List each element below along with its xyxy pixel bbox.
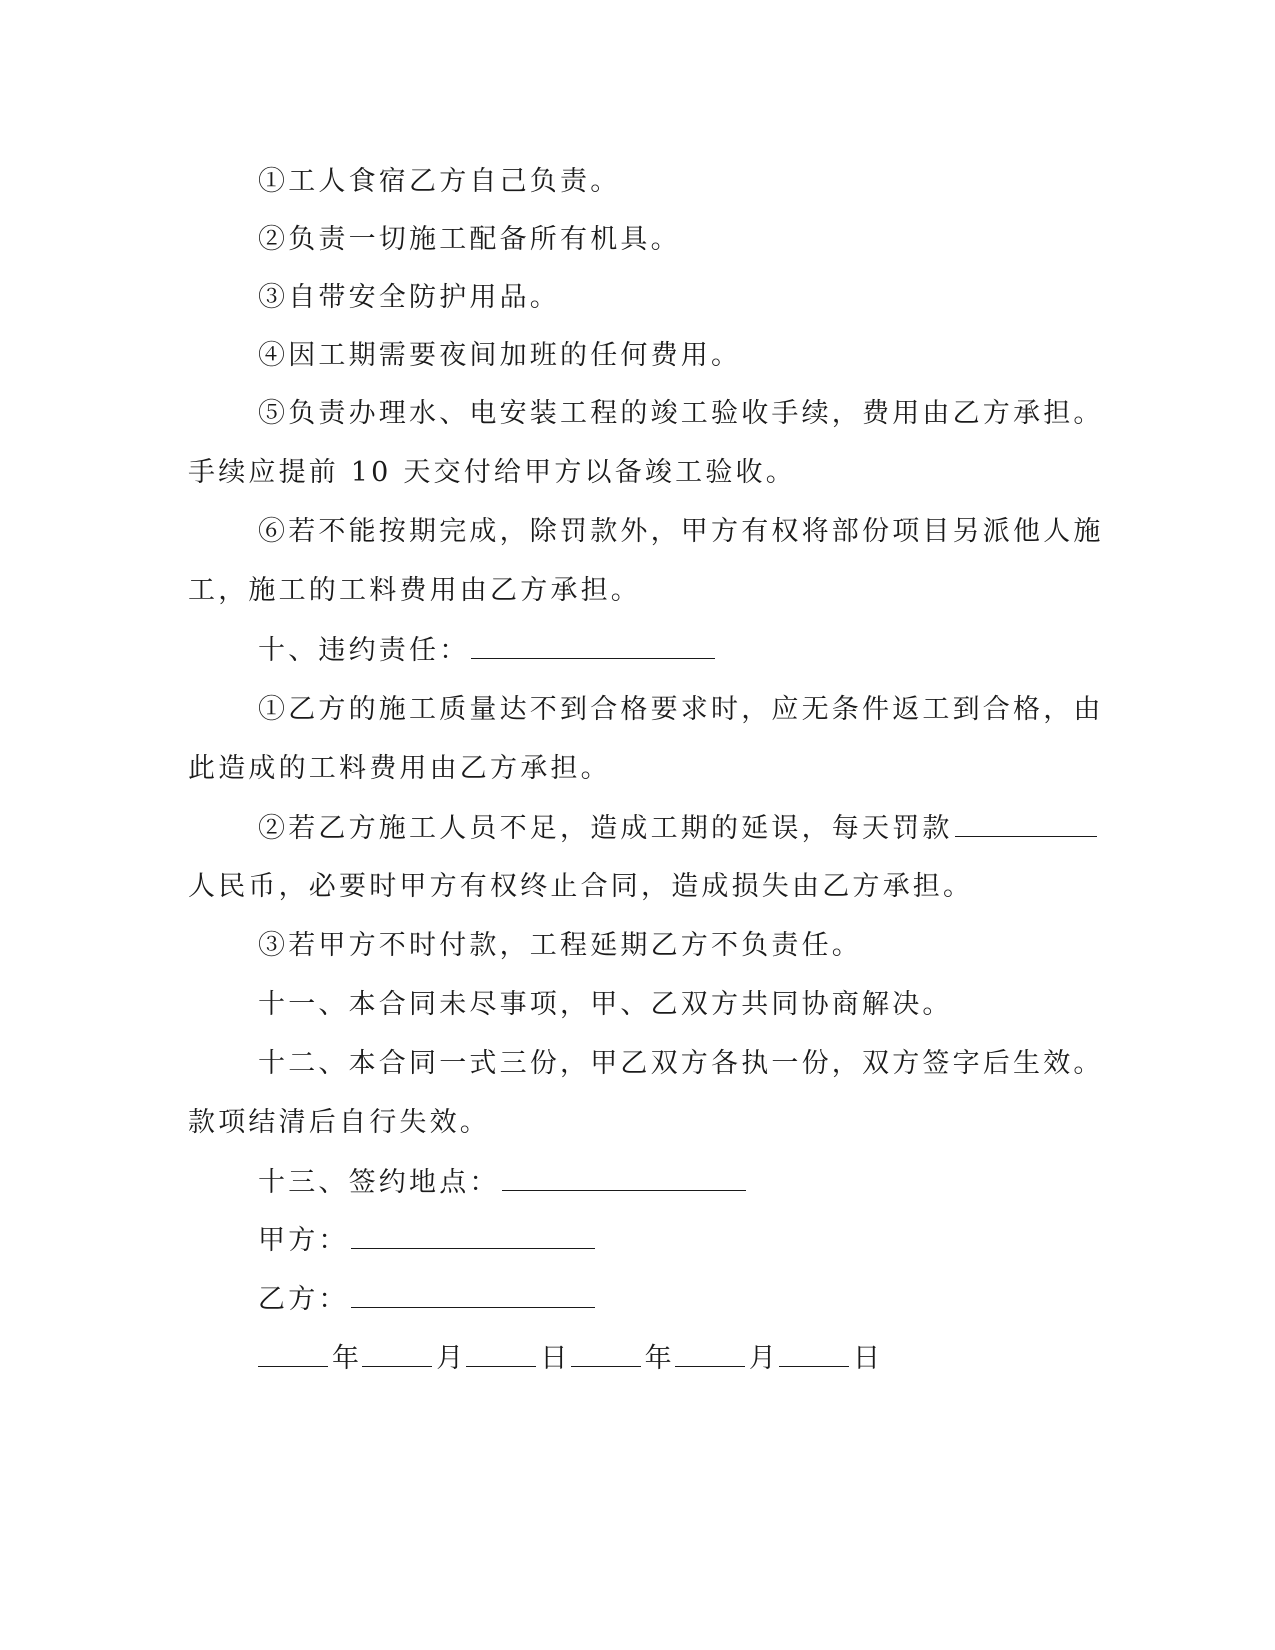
section-12-line-1 <box>258 1046 1104 1082</box>
section-text: 十一、本合同未尽事项，甲、乙双方共同协商解决。 <box>258 989 953 1020</box>
month-2-label: 月 <box>748 1343 780 1374</box>
year-1-label: 年 <box>332 1343 363 1374</box>
month-1-blank[interactable] <box>362 1340 432 1367</box>
clause-text: ②负责一切施工配备所有机具。 <box>258 224 681 255</box>
penalty-item-2-line-2 <box>188 869 973 905</box>
party-b-line <box>258 1281 595 1318</box>
clause-text: ⑤负责办理水、电安装工程的竣工验收手续，费用由乙方承担。 <box>258 398 1104 429</box>
party-a-line <box>258 1222 595 1259</box>
clause-text: 工，施工的工料费用由乙方承担。 <box>188 575 641 606</box>
clause-text: 此造成的工料费用由乙方承担。 <box>188 753 611 784</box>
year-1-blank[interactable] <box>258 1340 328 1367</box>
clause-text: ②若乙方施工人员不足，造成工期的延误，每天罚款 <box>258 813 953 844</box>
day-2-label: 日 <box>853 1343 884 1374</box>
clause-text: ③自带安全防护用品。 <box>258 282 560 313</box>
clause-text: ①工人食宿乙方自己负责。 <box>258 166 621 197</box>
section-title: 十三、签约地点： <box>258 1167 500 1198</box>
penalty-item-1-line-2 <box>188 751 611 787</box>
clause-text: 手续应提前 10 天交付给甲方以备竣工验收。 <box>188 457 796 488</box>
clause-item-5-line-2 <box>188 455 796 491</box>
section-10-heading <box>258 632 715 669</box>
penalty-item-3 <box>258 928 862 964</box>
section-title: 十、违约责任： <box>258 635 470 666</box>
party-b-label: 乙方： <box>258 1284 349 1315</box>
party-b-blank[interactable] <box>351 1281 595 1308</box>
clause-item-6-line-2 <box>188 573 641 609</box>
clause-item-2 <box>258 222 681 258</box>
section-11 <box>258 987 953 1023</box>
section-13-signing-place <box>258 1164 746 1201</box>
clause-text: ③若甲方不时付款，工程延期乙方不负责任。 <box>258 930 862 961</box>
liability-blank[interactable] <box>471 632 715 659</box>
clause-item-5-line-1 <box>258 396 1104 432</box>
party-a-blank[interactable] <box>351 1222 595 1249</box>
clause-item-3 <box>258 280 560 316</box>
clause-item-6-line-1 <box>258 514 1104 550</box>
section-text: 款项结清后自行失效。 <box>188 1107 490 1138</box>
day-1-label: 日 <box>540 1343 571 1374</box>
section-text: 十二、本合同一式三份，甲乙双方各执一份，双方签字后生效。 <box>258 1048 1104 1079</box>
clause-item-4 <box>258 338 741 374</box>
month-1-label: 月 <box>436 1343 467 1374</box>
penalty-item-2-line-1 <box>258 810 1097 847</box>
date-line <box>258 1340 883 1377</box>
section-12-line-2 <box>188 1105 490 1141</box>
clause-text: 人民币，必要时甲方有权终止合同，造成损失由乙方承担。 <box>188 871 974 902</box>
party-a-label: 甲方： <box>258 1225 349 1256</box>
year-2-label: 年 <box>644 1343 675 1374</box>
signing-place-blank[interactable] <box>502 1164 746 1191</box>
day-2-blank[interactable] <box>779 1340 849 1367</box>
clause-text: ⑥若不能按期完成，除罚款外，甲方有权将部份项目另派他人施 <box>258 516 1104 547</box>
month-2-blank[interactable] <box>675 1340 745 1367</box>
clause-text: ①乙方的施工质量达不到合格要求时，应无条件返工到合格，由 <box>258 694 1104 725</box>
year-2-blank[interactable] <box>571 1340 641 1367</box>
clause-item-1 <box>258 164 620 200</box>
daily-fine-blank[interactable] <box>955 810 1097 837</box>
day-1-blank[interactable] <box>466 1340 536 1367</box>
penalty-item-1-line-1 <box>258 692 1104 728</box>
clause-text: ④因工期需要夜间加班的任何费用。 <box>258 340 742 371</box>
